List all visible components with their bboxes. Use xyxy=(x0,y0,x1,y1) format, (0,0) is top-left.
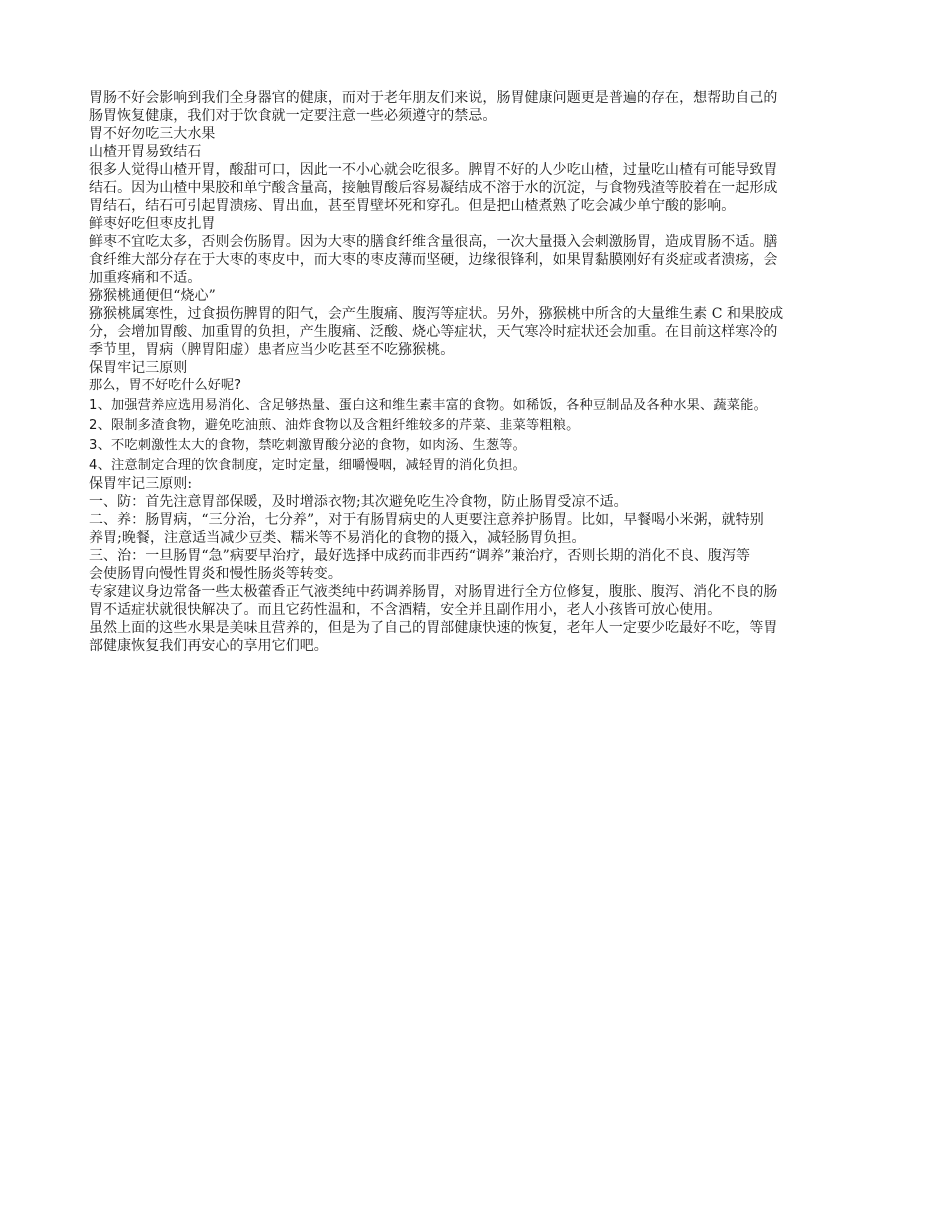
text-line: 会使肠胃向慢性胃炎和慢性肠炎等转变。 xyxy=(89,566,342,582)
text-line: 三、治：一旦肠胃“急”病要早治疗，最好选择中成药而非西药“调养”兼治疗，否则长期的消化不良、腹泻等 xyxy=(89,548,751,564)
text-line: 胃不适症状就很快解决了。而且它药性温和，不含酒精，安全并且副作用小，老人小孩皆可放心使用。 xyxy=(89,602,722,618)
conclusion-paragraph xyxy=(89,619,879,655)
text-line: 专家建议身边常备一些太极藿香正气液类纯中药调养肠胃，对肠胃进行全方位修复，腹胀、腹泻、消化不良的肠 xyxy=(89,584,778,600)
text-line: 肠胃恢复健康，我们对于饮食就一定要注意一些必须遵守的禁忌。 xyxy=(89,108,497,124)
text-line: 食纤维大部分存在于大枣的枣皮中，而大枣的枣皮薄而坚硬，边缘很锋利，如果胃黏膜刚好有炎症或者溃疡，会 xyxy=(89,252,778,268)
text-line: 结石。因为山楂中果胶和单宁酸含量高，接触胃酸后容易凝结成不溶于水的沉淀，与食物残渣等胶着在一起形成 xyxy=(89,180,778,196)
principle-prevent xyxy=(89,493,879,511)
list-item: 4、注意制定合理的饮食制度，定时定量，细嚼慢咽，减轻胃的消化负担。 xyxy=(89,458,526,473)
text-line: 虽然上面的这些水果是美味且营养的，但是为了自己的胃部健康快速的恢复，老年人一定要少吃最好不吃，等胃 xyxy=(89,620,778,636)
text-line: 一、防：首先注意胃部保暖，及时增添衣物;其次避免吃生冷食物，防止肠胃受凉不适。 xyxy=(89,494,628,510)
kiwi-section xyxy=(89,287,879,359)
intro-paragraph xyxy=(89,89,879,125)
principle-treat xyxy=(89,547,879,583)
list-item: 1、加强营养应选用易消化、含足够热量、蛋白这和维生素丰富的食物。如稀饭，各种豆制品及各种水果、蔬菜能。 xyxy=(89,398,767,413)
section-heading-principles: 保胃牢记三原则 xyxy=(89,360,188,376)
text-line: 很多人觉得山楂开胃，酸甜可口，因此一不小心就会吃很多。脾胃不好的人少吃山楂，过量吃山楂有可能导致胃 xyxy=(89,162,778,178)
text-line: 二、养：肠胃病，“三分治，七分养”，对于有肠胃病史的人更要注意养护肠胃。比如，早餐喝小米粥，就特别 xyxy=(89,512,764,528)
hawthorn-section xyxy=(89,143,879,215)
text-line: 胃结石，结石可引起胃溃疡、胃出血，甚至胃壁坏死和穿孔。但是把山楂煮熟了吃会减少单宁酸的影响。 xyxy=(89,198,736,214)
jujube-section xyxy=(89,215,879,287)
expert-paragraph xyxy=(89,583,879,619)
text-line: 部健康恢复我们再安心的享用它们吧。 xyxy=(89,638,328,654)
diet-list xyxy=(89,397,879,475)
article-body xyxy=(89,89,879,655)
section-heading-principles-2: 保胃牢记三原则: xyxy=(89,476,193,492)
principle-nourish xyxy=(89,511,879,547)
list-item: 3、不吃刺激性太大的食物，禁吃刺激胃酸分泌的食物，如肉汤、生葱等。 xyxy=(89,438,526,453)
subheading-hawthorn: 山楂开胃易致结石 xyxy=(89,144,202,160)
text-line: 猕猴桃属寒性，过食损伤脾胃的阳气，会产生腹痛、腹泻等症状。另外，猕猴桃中所含的大量维生素 C 和果胶成 xyxy=(89,306,784,322)
list-item: 2、限制多渣食物，避免吃油煎、油炸食物以及含粗纤维较多的芹菜、韭菜等粗粮。 xyxy=(89,418,580,433)
subheading-kiwi: 猕猴桃通便但“烧心” xyxy=(89,288,216,304)
section-heading-fruits: 胃不好勿吃三大水果 xyxy=(89,126,216,142)
text-line: 养胃;晚餐，注意适当减少豆类、糯米等不易消化的食物的摄入，减轻肠胃负担。 xyxy=(89,530,586,546)
text-line: 分，会增加胃酸、加重胃的负担，产生腹痛、泛酸、烧心等症状，天气寒冷时症状还会加重。在目前这样寒冷的 xyxy=(89,324,778,340)
text-line: 季节里，胃病（脾胃阳虚）患者应当少吃甚至不吃猕猴桃。 xyxy=(89,342,455,358)
text-line: 鲜枣不宜吃太多，否则会伤肠胃。因为大枣的膳食纤维含量很高，一次大量摄入会刺激肠胃，造成胃肠不适。膳 xyxy=(89,234,778,250)
subheading-jujube: 鲜枣好吃但枣皮扎胃 xyxy=(89,216,216,232)
text-line: 加重疼痛和不适。 xyxy=(89,270,202,286)
text-line: 胃肠不好会影响到我们全身器官的健康，而对于老年朋友们来说，肠胃健康问题更是普遍的存在，想帮助自己的 xyxy=(89,90,778,106)
question-line: 那么，胃不好吃什么好呢? xyxy=(89,378,242,393)
